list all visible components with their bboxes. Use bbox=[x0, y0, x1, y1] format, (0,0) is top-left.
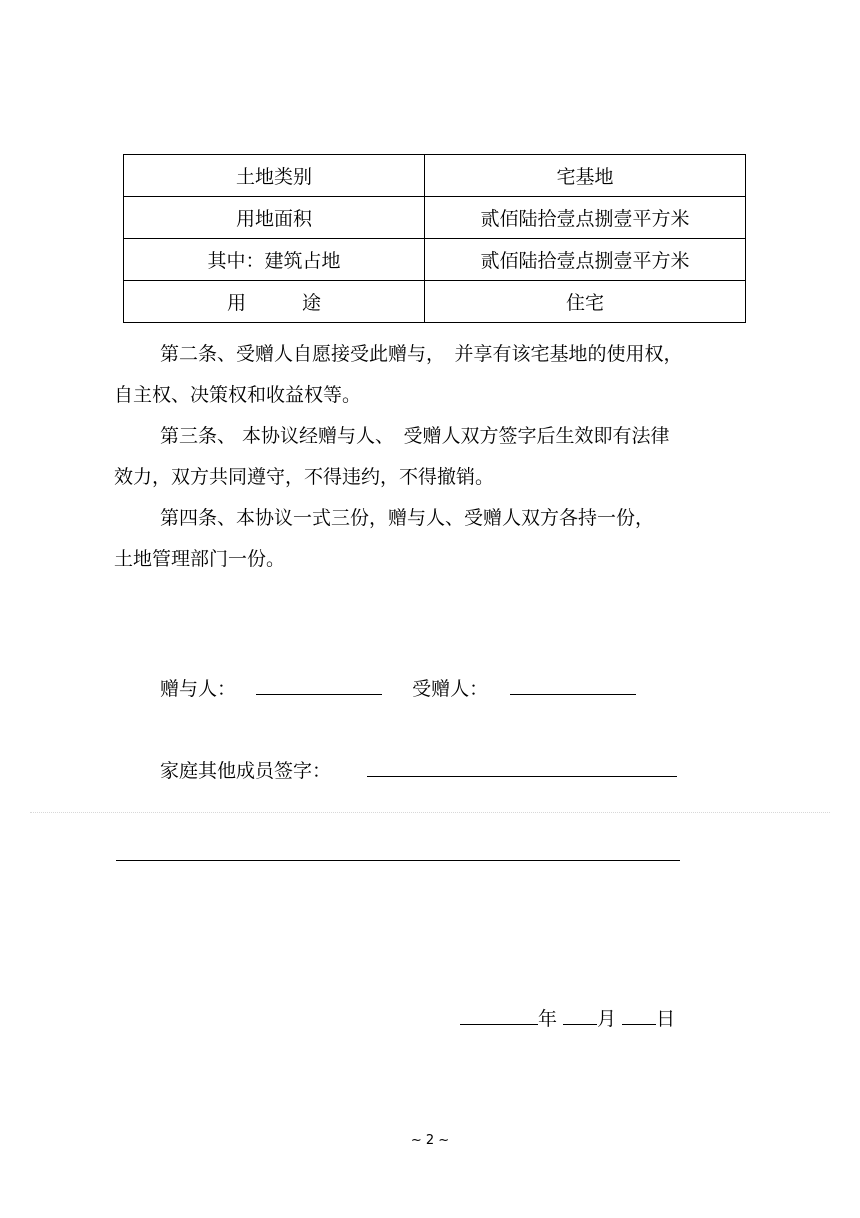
family-signature-line-2[interactable] bbox=[116, 860, 680, 861]
family-signature-row bbox=[160, 756, 677, 785]
donee-signature-line[interactable] bbox=[510, 674, 636, 695]
building-area-label: 其中：建筑占地 bbox=[124, 239, 425, 281]
signature-row bbox=[160, 674, 636, 703]
land-info-table bbox=[123, 154, 746, 323]
table-row bbox=[124, 155, 746, 197]
land-usage-label-part: 途 bbox=[302, 292, 322, 314]
land-usage-label-part: 用 bbox=[226, 292, 246, 314]
article-2-line-2: 自主权、决策权和收益权等。 bbox=[114, 384, 362, 406]
article-4 bbox=[114, 498, 734, 580]
donee-label: 受赠人： bbox=[412, 678, 489, 700]
article-2-line-1: 第二条、受赠人自愿接受此赠与， 并享有该宅基地的使用权， bbox=[160, 343, 683, 365]
table-row bbox=[124, 281, 746, 323]
article-2 bbox=[114, 334, 734, 416]
land-area-value: 贰佰陆拾壹点捌壹平方米 bbox=[425, 197, 746, 239]
article-3 bbox=[114, 416, 734, 498]
land-area-label: 用地面积 bbox=[124, 197, 425, 239]
month-label: 月 bbox=[597, 1008, 617, 1030]
land-usage-value: 住宅 bbox=[425, 281, 746, 323]
building-area-value: 贰佰陆拾壹点捌壹平方米 bbox=[425, 239, 746, 281]
table-row bbox=[124, 239, 746, 281]
article-4-line-2: 土地管理部门一份。 bbox=[114, 548, 286, 570]
day-label: 日 bbox=[656, 1008, 676, 1030]
year-label: 年 bbox=[538, 1008, 558, 1030]
month-blank[interactable] bbox=[563, 1004, 597, 1025]
article-3-line-1: 第三条、 本协议经赠与人、 受赠人双方签字后生效即有法律 bbox=[160, 425, 670, 447]
page-break-divider bbox=[30, 812, 830, 813]
land-category-label: 土地类别 bbox=[124, 155, 425, 197]
land-usage-label bbox=[124, 281, 425, 323]
table-row bbox=[124, 197, 746, 239]
article-3-line-2: 效力，双方共同遵守，不得违约，不得撤销。 bbox=[114, 466, 495, 488]
family-signature-line[interactable] bbox=[367, 756, 677, 777]
page-number: ~ 2 ~ bbox=[410, 1133, 450, 1148]
date-line bbox=[460, 1004, 675, 1033]
donor-label: 赠与人： bbox=[160, 678, 237, 700]
land-category-value: 宅基地 bbox=[425, 155, 746, 197]
family-members-label: 家庭其他成员签字： bbox=[160, 760, 332, 782]
year-blank[interactable] bbox=[460, 1004, 538, 1025]
day-blank[interactable] bbox=[622, 1004, 656, 1025]
donor-signature-line[interactable] bbox=[256, 674, 382, 695]
article-4-line-1: 第四条、本协议一式三份，赠与人、受赠人双方各持一份， bbox=[160, 507, 655, 529]
